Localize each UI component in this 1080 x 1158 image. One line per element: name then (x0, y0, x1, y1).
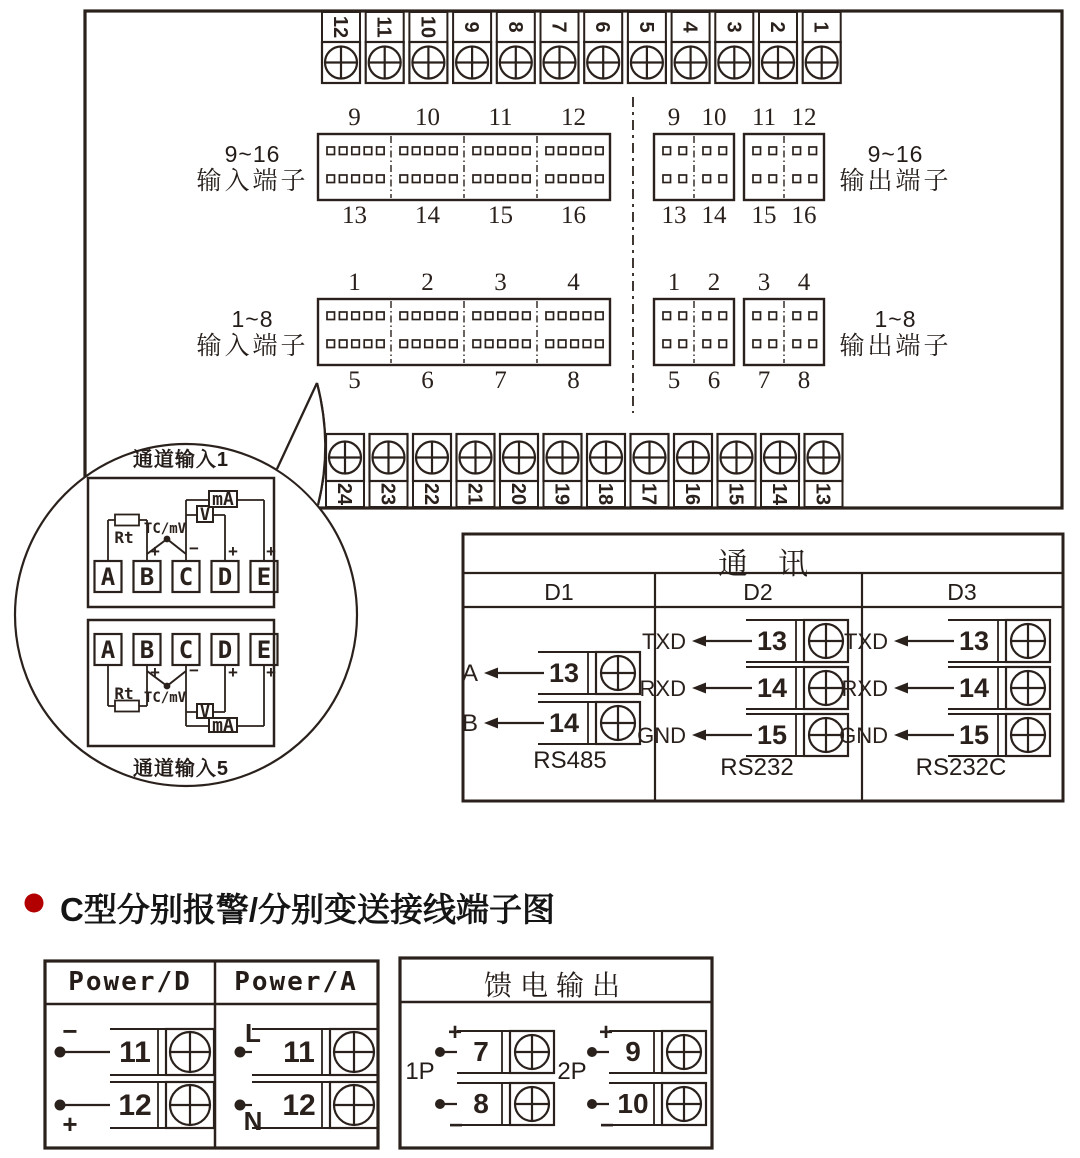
diagram-text: B (139, 636, 155, 664)
bottom-terminal-strip (326, 434, 843, 507)
terminal-type-label: 输出端子 (839, 167, 952, 195)
diagram-text: 12 (118, 1089, 152, 1122)
diagram-text: 14 (958, 673, 990, 703)
terminal-type-label: 输出端子 (839, 332, 952, 360)
screw-terminal (715, 12, 753, 83)
comm-terminal-row (462, 702, 640, 744)
screw-terminal (628, 12, 666, 83)
diagram-text: GND (839, 723, 888, 748)
diagram-text: 12 (282, 1089, 316, 1122)
diagram-text: 16 (561, 202, 586, 229)
screw-terminal (587, 434, 625, 507)
screw-terminal (497, 12, 535, 83)
diagram-text: A (461, 660, 478, 687)
terminal-number: 3 (722, 21, 745, 33)
terminal-number: 13 (811, 482, 834, 506)
power-terminal (110, 1029, 214, 1075)
diagram-text: 13 (661, 202, 687, 229)
diagram-text: + (62, 1109, 78, 1139)
diagram-text: 11 (283, 1036, 315, 1069)
screw-terminal (409, 12, 447, 83)
output-connector-block (654, 269, 824, 394)
terminal-number: 7 (547, 21, 570, 33)
comm-table-title: 通 讯 (718, 548, 808, 581)
diagram-text: D (217, 636, 233, 664)
comm-terminal-row (462, 652, 640, 694)
power-terminal (252, 1029, 378, 1075)
diagram-text: − (189, 539, 199, 558)
heading-bullet (25, 894, 44, 913)
channel-input-5-label: 通道输入5 (132, 758, 230, 780)
diagram-text: + (598, 1019, 614, 1046)
screw-terminal (674, 434, 712, 507)
diagram-text: 16 (791, 202, 817, 229)
comm-terminal-row (842, 667, 1050, 709)
screw-terminal (457, 434, 495, 507)
diagram-text: 9 (667, 104, 681, 131)
diagram-text: D (217, 563, 233, 591)
feed-output-title: 馈电输出 (483, 970, 628, 1001)
diagram-text: 2 (421, 269, 434, 296)
diagram-text: 1 (667, 269, 681, 296)
diagram-text: 14 (548, 708, 580, 738)
diagram-text: L (245, 1018, 261, 1048)
terminal-number: 1 (809, 21, 832, 33)
terminal-number: 12 (329, 15, 351, 39)
input-block-1-8-label (160, 306, 345, 360)
channel-input-1-label: 通道输入1 (132, 449, 230, 471)
terminal-number: 9 (460, 21, 483, 33)
screw-terminal (453, 12, 491, 83)
diagram-text: 6 (707, 367, 721, 394)
top-terminal-strip (322, 12, 841, 83)
diagram-text: 15 (756, 720, 788, 750)
diagram-text: 12 (561, 104, 586, 131)
protocol-label-rs485: RS485 (533, 747, 607, 774)
diagram-text: + (150, 663, 160, 682)
terminal-number: 6 (591, 21, 614, 33)
screw-terminal (584, 12, 622, 83)
screw-terminal (631, 434, 669, 507)
protocol-label-rs232c: RS232C (915, 754, 1007, 781)
comm-column-header-d1: D1 (544, 579, 574, 605)
diagram-text: mA (212, 489, 234, 510)
diagram-text: 13 (756, 626, 788, 656)
diagram-text: 15 (751, 202, 777, 229)
diagram-text: Rt (114, 528, 134, 547)
diagram-text: 1 (348, 269, 361, 296)
diagram-text: 10 (415, 104, 440, 131)
screw-terminal (541, 12, 579, 83)
output-block-9-16-label (833, 141, 958, 195)
diagram-text: 12 (791, 104, 817, 131)
diagram-text: 14 (701, 202, 727, 229)
screw-terminal (326, 434, 364, 507)
diagram-text: + (447, 1019, 463, 1046)
terminal-number: 20 (507, 482, 529, 506)
screw-terminal (500, 434, 538, 507)
diagram-text: 7 (494, 367, 507, 394)
terminal-number: 19 (550, 482, 573, 506)
diagram-text: 4 (797, 269, 811, 296)
input-connector-block (318, 104, 610, 229)
section-heading: C型分别报警/分别变送接线端子图 (60, 891, 555, 928)
diagram-text: TXD (844, 629, 888, 654)
diagram-text: V (199, 505, 211, 525)
diagram-text: C (178, 563, 194, 591)
power-d-header: Power/D (68, 967, 192, 997)
screw-terminal (413, 434, 451, 507)
screw-terminal (366, 12, 404, 83)
feed-group-2p-label: 2P (557, 1058, 587, 1085)
comm-terminal-row (642, 620, 848, 662)
terminal-type-label: 输入端子 (196, 332, 309, 360)
diagram-text: Rt (114, 684, 134, 703)
diagram-text: B (139, 563, 155, 591)
diagram-text: TC/mV (143, 690, 187, 706)
comm-terminal-row (839, 714, 1050, 756)
terminal-number: 21 (463, 482, 486, 506)
comm-column-header-d2: D2 (743, 579, 773, 605)
diagram-text: A (100, 636, 116, 664)
diagram-text: − (448, 1112, 464, 1139)
terminal-number: 22 (420, 482, 442, 506)
diagram-text: E (256, 563, 272, 591)
range-label: 9~16 (224, 141, 281, 167)
terminal-number: 5 (634, 21, 657, 33)
diagram-text: − (189, 661, 199, 680)
terminal-number: 4 (678, 21, 701, 33)
comm-terminal-row (640, 667, 848, 709)
power-terminal (252, 1082, 378, 1128)
input-block-9-16-label (160, 141, 345, 195)
diagram-text: + (266, 663, 276, 682)
terminal-number: 8 (503, 21, 526, 33)
screw-terminal (718, 434, 756, 507)
diagram-text: C (178, 636, 194, 664)
comm-terminal-row (844, 620, 1050, 662)
screw-terminal (672, 12, 710, 83)
diagram-text: 6 (421, 367, 434, 394)
diagram-text: − (599, 1112, 615, 1139)
terminal-number: 24 (333, 482, 355, 506)
diagram-text: 5 (667, 367, 681, 394)
diagram-text: V (199, 702, 211, 722)
diagram-text: TC/mV (143, 521, 187, 537)
terminal-type-label: 输入端子 (196, 167, 309, 195)
diagram-text: 15 (488, 202, 513, 229)
diagram-text: 14 (756, 673, 788, 703)
diagram-text: 8 (473, 1088, 489, 1119)
terminal-number: 18 (594, 482, 616, 506)
terminal-number: 15 (724, 482, 747, 506)
diagram-text: + (150, 542, 160, 561)
diagram-text: 14 (415, 202, 440, 229)
power-a-header: Power/A (234, 967, 358, 997)
diagram-text: 3 (494, 269, 507, 296)
power-terminal (110, 1082, 214, 1128)
diagram-text: N (243, 1106, 263, 1136)
diagram-text: 13 (958, 626, 990, 656)
diagram-text: mA (212, 715, 234, 736)
screw-terminal (761, 434, 799, 507)
terminal-number: 2 (766, 21, 788, 33)
comm-column-header-d3: D3 (947, 579, 977, 605)
diagram-text: 10 (701, 104, 727, 131)
input-connector-block (318, 269, 610, 394)
screw-terminal (803, 12, 841, 83)
screw-terminal (544, 434, 582, 507)
range-label: 1~8 (231, 306, 274, 332)
diagram-text: 7 (473, 1036, 489, 1067)
diagram-text: 11 (751, 104, 777, 131)
diagram-text: + (228, 542, 238, 561)
range-label: 1~8 (874, 306, 917, 332)
terminal-number: 14 (768, 482, 790, 506)
diagram-text: 13 (548, 658, 580, 688)
terminal-number: 16 (681, 482, 703, 506)
screw-terminal (759, 12, 797, 83)
protocol-label-rs232: RS232 (720, 754, 794, 781)
diagram-text: 10 (617, 1088, 649, 1119)
diagram-text: 5 (348, 367, 361, 394)
diagram-text: 13 (342, 202, 367, 229)
diagram-text: + (266, 542, 276, 561)
feed-group-1p-label: 1P (405, 1058, 435, 1085)
diagram-text: A (100, 563, 116, 591)
diagram-text: 8 (567, 367, 580, 394)
range-label: 9~16 (867, 141, 924, 167)
terminal-number: 23 (376, 482, 399, 506)
diagram-text: 8 (797, 367, 811, 394)
terminal-number: 17 (637, 482, 660, 506)
diagram-text: + (228, 663, 238, 682)
diagram-text: − (62, 1016, 78, 1046)
terminal-number: 10 (416, 15, 439, 39)
output-connector-block (654, 104, 824, 229)
diagram-text: 4 (567, 269, 580, 296)
diagram-text: 9 (348, 104, 361, 131)
diagram-text: 7 (757, 367, 771, 394)
diagram-text: 15 (958, 720, 990, 750)
diagram-text: TXD (642, 629, 686, 654)
diagram-text: 3 (757, 269, 771, 296)
diagram-text: 11 (119, 1036, 151, 1069)
diagram-text: 9 (625, 1036, 641, 1067)
diagram-text: B (461, 710, 478, 737)
screw-terminal (370, 434, 408, 507)
output-block-1-8-label (833, 306, 958, 360)
diagram-text: RXD (841, 676, 888, 701)
diagram-text: RXD (639, 676, 686, 701)
terminal-number: 11 (372, 16, 395, 38)
diagram-text: GND (637, 723, 686, 748)
rear-panel (85, 11, 1062, 508)
screw-terminal (322, 12, 360, 83)
heading-bullet-icon (25, 894, 44, 913)
diagram-text: 11 (488, 104, 513, 131)
diagram-text: 2 (707, 269, 721, 296)
screw-terminal (805, 434, 843, 507)
diagram-text: E (256, 636, 272, 664)
comm-terminal-row (637, 714, 848, 756)
